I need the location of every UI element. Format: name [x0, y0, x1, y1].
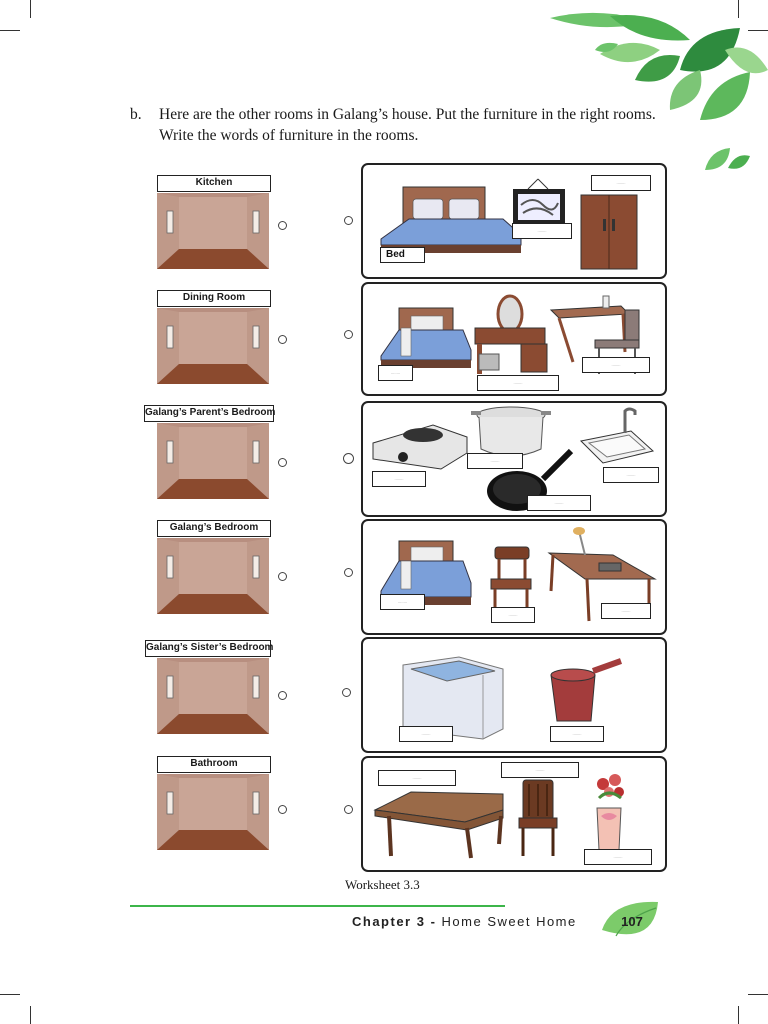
room-label: Galang’s Parent’s Bedroom	[144, 405, 274, 422]
answer-blank[interactable]: ........	[501, 762, 579, 778]
room-card	[146, 640, 274, 736]
answer-blank[interactable]: ........	[527, 495, 591, 511]
empty-room-illustration	[157, 308, 269, 384]
room-card	[157, 756, 269, 852]
answer-blank[interactable]: ........	[582, 357, 650, 373]
match-dot[interactable]	[278, 805, 287, 814]
room-card	[145, 405, 276, 501]
match-dot[interactable]	[342, 688, 351, 697]
crop-mark	[0, 994, 20, 995]
room-label: Dining Room	[157, 290, 271, 307]
room-card	[157, 290, 269, 386]
furniture-panel-1	[361, 163, 667, 279]
furniture-panel-5	[361, 637, 667, 753]
answer-blank[interactable]: ........	[399, 726, 453, 742]
instruction-label: b.	[130, 106, 142, 123]
worksheet-caption: Worksheet 3.3	[345, 877, 420, 892]
empty-room-illustration	[157, 538, 269, 614]
match-dot[interactable]	[278, 572, 287, 581]
crop-mark	[30, 0, 31, 18]
empty-room-illustration	[157, 658, 269, 734]
instruction	[130, 104, 670, 146]
crop-mark	[738, 1006, 739, 1024]
chapter-label: Chapter 3 -	[352, 914, 437, 929]
chapter-title: Home Sweet Home	[441, 914, 577, 929]
match-dot[interactable]	[344, 568, 353, 577]
crop-mark	[748, 994, 768, 995]
furniture-panel-4	[361, 519, 667, 635]
answer-blank[interactable]: ........	[603, 467, 659, 483]
chapter-footer	[352, 914, 577, 929]
crop-mark	[30, 1006, 31, 1024]
room-card	[157, 520, 269, 616]
furniture-panel-6	[361, 756, 667, 872]
room-label: Kitchen	[157, 175, 271, 192]
answer-blank[interactable]: ........	[467, 453, 523, 469]
match-dot[interactable]	[278, 335, 287, 344]
answer-blank[interactable]: ........	[584, 849, 652, 865]
page-number: 107	[621, 914, 643, 929]
room-label: Bathroom	[157, 756, 271, 773]
answer-blank[interactable]: ........	[378, 770, 456, 786]
answer-blank[interactable]: ........	[477, 375, 559, 391]
answer-blank[interactable]: ........	[601, 603, 651, 619]
answer-blank[interactable]: ........	[591, 175, 651, 191]
answer-blank[interactable]: ........	[491, 607, 535, 623]
match-dot[interactable]	[344, 216, 353, 225]
room-card	[157, 175, 269, 271]
match-dot[interactable]	[278, 458, 287, 467]
answer-blank[interactable]: ........	[380, 594, 425, 610]
match-dot[interactable]	[343, 453, 354, 464]
match-dot[interactable]	[344, 805, 353, 814]
empty-room-illustration	[157, 193, 269, 269]
furniture-panel-2	[361, 282, 667, 396]
match-dot[interactable]	[278, 221, 287, 230]
room-label: Galang’s Sister’s Bedroom	[145, 640, 271, 657]
match-dot[interactable]	[344, 330, 353, 339]
answer-blank[interactable]: ........	[512, 223, 572, 239]
match-dot[interactable]	[278, 691, 287, 700]
empty-room-illustration	[157, 423, 269, 499]
example-answer-bed: Bed	[380, 247, 425, 263]
answer-blank[interactable]: ........	[372, 471, 426, 487]
room-label: Galang’s Bedroom	[157, 520, 271, 537]
footer-rule	[130, 905, 505, 907]
empty-room-illustration	[157, 774, 269, 850]
furniture-panel-3	[361, 401, 667, 517]
crop-mark	[0, 30, 20, 31]
answer-blank[interactable]: ........	[378, 365, 413, 381]
instruction-text: Here are the other rooms in Galang’s house. Put the furniture in the right rooms. Write the words of furniture in the rooms.	[159, 106, 656, 144]
answer-blank[interactable]: ........	[550, 726, 604, 742]
